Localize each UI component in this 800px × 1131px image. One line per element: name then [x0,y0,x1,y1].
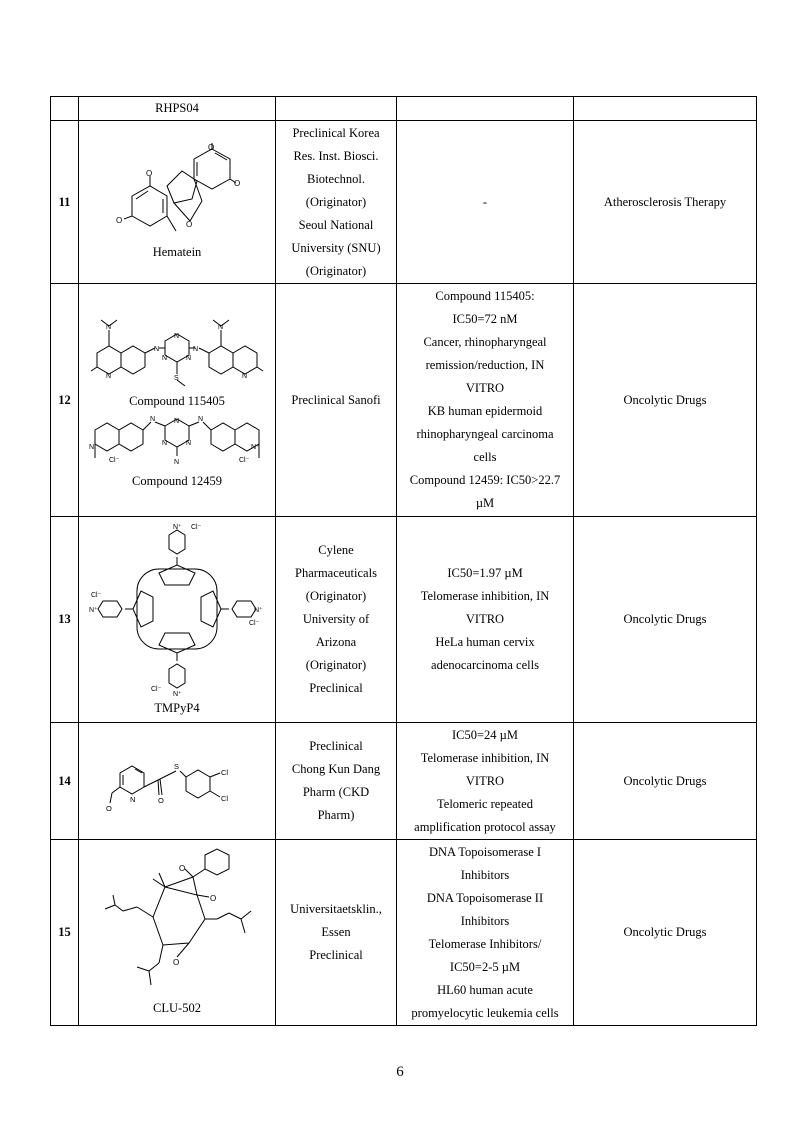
table-row [51,121,757,284]
atom-label: N⁺ [254,606,263,614]
activity-cell [397,97,574,121]
atom-label: N [89,444,95,451]
table-row [51,840,757,1026]
atom-label: N [193,346,199,353]
drug-table [50,96,757,1026]
atom-label: S [174,762,180,771]
compound-name: RHPS04 [155,101,199,115]
atom-label: O [210,893,217,903]
atom-label: N [186,440,192,447]
indication-cell: Atherosclerosis Therapy [574,121,757,284]
hematein-structure [112,141,242,241]
status-cell: Cylene Pharmaceuticals (Originator) University of Arizona (Originator) Preclinical [276,517,397,723]
table-row [51,284,757,517]
status-cell: Preclinical Sanofi [276,284,397,517]
atom-label: N [162,440,168,447]
atom-label: Cl [221,794,229,803]
activity-cell: IC50=24 µM Telomerase inhibition, IN VITRO Telomeric repeated amplification protocol assay [397,723,574,840]
compound-name: Compound 12459 [132,474,222,488]
atom-label: Cl⁻ [191,523,202,531]
atom-label: N [174,459,180,466]
atom-label: O [179,863,186,873]
atom-label: O [158,796,164,805]
atom-label: N⁺ [173,523,182,531]
atom-label: N [174,333,180,340]
row-number: 14 [51,723,79,840]
atom-label: N [186,355,192,362]
compound-cell [79,97,276,121]
indication-cell: Oncolytic Drugs [574,284,757,517]
status-cell: Preclinical Korea Res. Inst. Biosci. Biotechnol. (Originator) Seoul National University (SNU) (Originator) [276,121,397,284]
atom-label: N [162,355,168,362]
activity-cell: - [397,121,574,284]
atom-label: N [174,418,180,425]
atom-label: O [208,143,215,152]
atom-label: Cl⁻ [239,457,250,464]
atom-label: N [198,416,204,423]
atom-label: O [116,216,123,225]
row-number: 11 [51,121,79,284]
atom-label: O [186,220,193,229]
atom-label: N [242,373,248,380]
atom-label: O [146,169,153,178]
compound-cell [79,517,276,723]
tmpyp4-structure [89,521,265,697]
compound-name: Hematein [152,245,202,259]
atom-label: Cl⁻ [91,591,102,599]
compound-115405-structure [87,308,267,390]
atom-label: N⁺ [251,444,260,451]
atom-label: N [218,324,224,331]
atom-label: Cl [221,768,229,777]
compound-cell [79,723,276,840]
clu-502-structure [97,847,257,997]
row-number [51,97,79,121]
status-cell: Universitaetsklin., Essen Preclinical [276,840,397,1026]
atom-label: Cl⁻ [109,457,120,464]
compound-12459-structure [87,412,267,470]
row-number: 12 [51,284,79,517]
compound-cell [79,840,276,1026]
atom-label: O [173,957,180,967]
row-number: 15 [51,840,79,1026]
atom-label: O [106,804,112,813]
status-cell [276,97,397,121]
table-row [51,517,757,723]
indication-cell: Oncolytic Drugs [574,517,757,723]
table-row [51,723,757,840]
compound-name: CLU-502 [153,1000,201,1015]
indication-cell: Oncolytic Drugs [574,723,757,840]
atom-label: S [174,375,179,382]
atom-label: N [154,346,160,353]
compound-cell [79,121,276,284]
atom-label: N⁺ [173,690,182,697]
atom-label: O [234,179,241,188]
status-cell: Preclinical Chong Kun Dang Pharm (CKD Pharm) [276,723,397,840]
atom-label: N [106,373,112,380]
indication-cell [574,97,757,121]
atom-label: N [150,416,156,423]
activity-cell: DNA Topoisomerase I Inhibitors DNA Topoisomerase II Inhibitors Telomerase Inhibitors/ IC50=2-5 µM HL60 human acute promyelocytic leukemia cells [397,840,574,1026]
atom-label: Cl⁻ [249,619,260,627]
table-row [51,97,757,121]
indication-cell: Oncolytic Drugs [574,840,757,1026]
activity-cell: Compound 115405: IC50=72 nM Cancer, rhinopharyngeal remission/reduction, IN VITRO KB human epidermoid rhinopharyngeal carcinoma cells Compound 12459: IC50>22.7 µM [397,284,574,517]
compound-name: Compound 115405 [129,394,225,408]
atom-label: N⁺ [89,606,98,614]
page-number: 6 [396,1064,404,1080]
atom-label: Cl⁻ [151,685,162,693]
activity-cell: IC50=1.97 µM Telomerase inhibition, IN VITRO HeLa human cervix adenocarcinoma cells [397,517,574,723]
compound-name: TMPyP4 [154,700,200,715]
atom-label: N [106,324,112,331]
atom-label: N [130,795,136,804]
ckd-compound-structure [102,747,252,815]
row-number: 13 [51,517,79,723]
compound-cell [79,284,276,517]
